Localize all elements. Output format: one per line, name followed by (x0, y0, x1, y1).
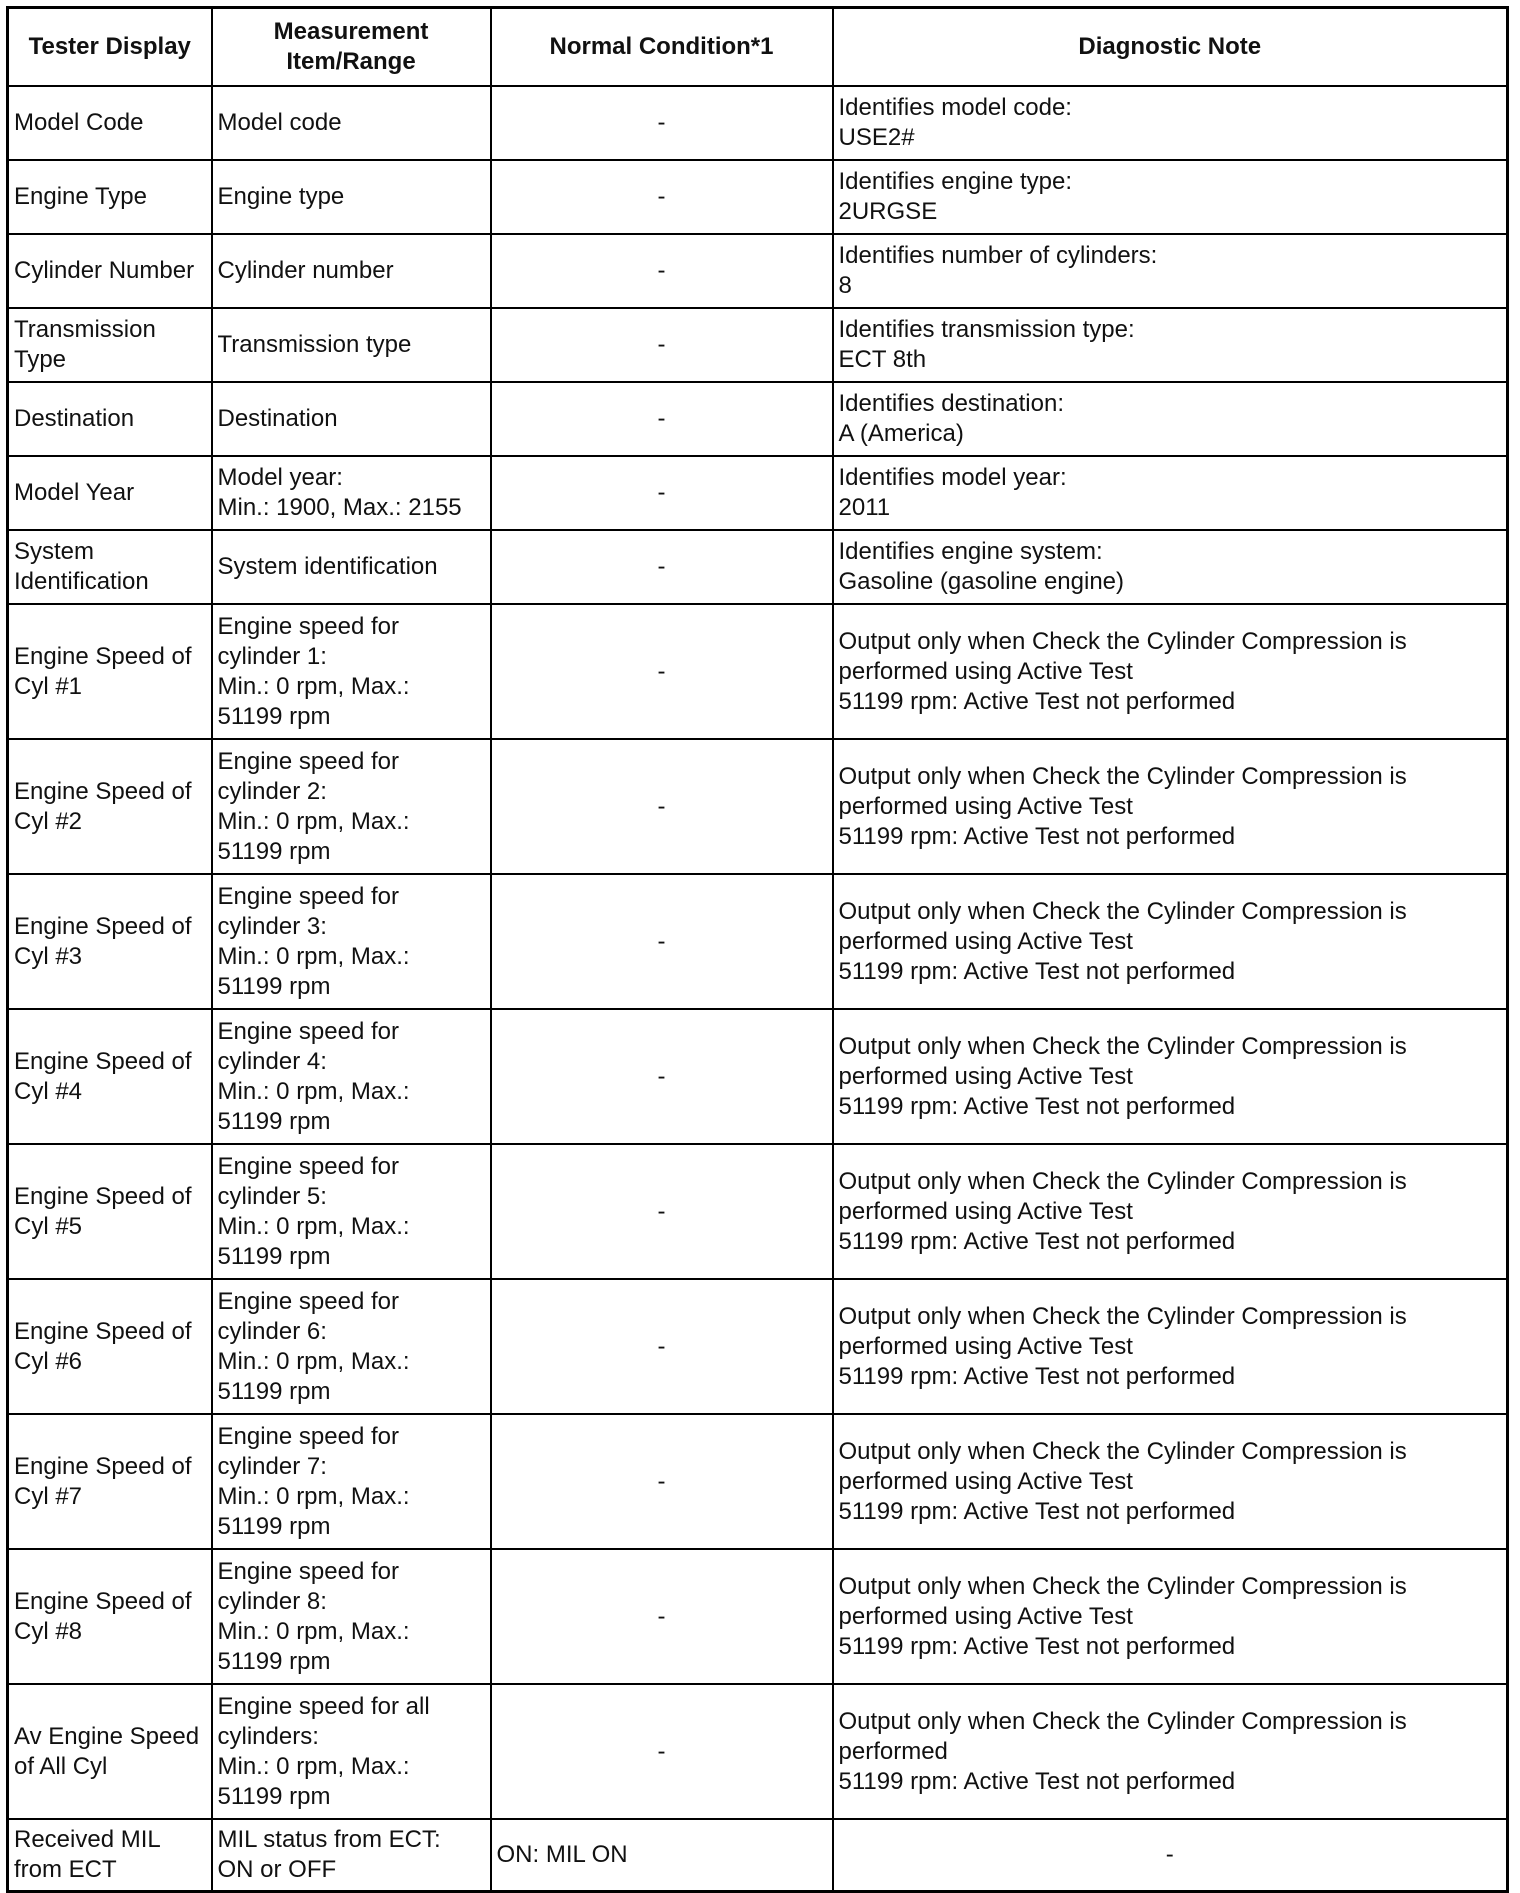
measurement-item-cell: MIL status from ECT: ON or OFF (212, 1819, 491, 1892)
normal-condition-cell: - (491, 456, 833, 530)
table-row (8, 530, 1508, 604)
normal-condition-cell: - (491, 1684, 833, 1819)
table-row (8, 382, 1508, 456)
measurement-item-cell: Engine speed for cylinder 1: Min.: 0 rpm, Max.: 51199 rpm (212, 604, 491, 739)
tester-display-cell: Received MIL from ECT (8, 1819, 212, 1892)
diagnostic-note-cell: Output only when Check the Cylinder Compression is performed using Active Test 51199 rpm: Active Test not performed (833, 874, 1508, 1009)
normal-condition-cell: - (491, 86, 833, 160)
table-row (8, 1819, 1508, 1892)
table-row (8, 86, 1508, 160)
diagnostic-note-cell: Identifies model year: 2011 (833, 456, 1508, 530)
normal-condition-cell: - (491, 234, 833, 308)
measurement-item-cell: Engine speed for cylinder 6: Min.: 0 rpm, Max.: 51199 rpm (212, 1279, 491, 1414)
tester-display-cell: Transmission Type (8, 308, 212, 382)
tester-display-cell: Model Code (8, 86, 212, 160)
diagnostic-note-cell: Identifies transmission type: ECT 8th (833, 308, 1508, 382)
tester-display-cell: Engine Speed of Cyl #4 (8, 1009, 212, 1144)
measurement-item-cell: Engine speed for cylinder 5: Min.: 0 rpm, Max.: 51199 rpm (212, 1144, 491, 1279)
tester-display-cell: Engine Speed of Cyl #8 (8, 1549, 212, 1684)
header-diagnostic-note: Diagnostic Note (833, 8, 1508, 87)
table-row (8, 456, 1508, 530)
normal-condition-cell: - (491, 1549, 833, 1684)
measurement-item-cell: Engine speed for cylinder 2: Min.: 0 rpm, Max.: 51199 rpm (212, 739, 491, 874)
tester-display-cell: Engine Speed of Cyl #1 (8, 604, 212, 739)
table-row (8, 1279, 1508, 1414)
tester-display-cell: Cylinder Number (8, 234, 212, 308)
diagnostic-note-cell: Output only when Check the Cylinder Compression is performed using Active Test 51199 rpm: Active Test not performed (833, 1009, 1508, 1144)
measurement-item-cell: Engine type (212, 160, 491, 234)
normal-condition-cell: - (491, 874, 833, 1009)
measurement-item-cell: Engine speed for all cylinders: Min.: 0 rpm, Max.: 51199 rpm (212, 1684, 491, 1819)
table-row (8, 604, 1508, 739)
measurement-item-cell: Destination (212, 382, 491, 456)
measurement-item-cell: Model year: Min.: 1900, Max.: 2155 (212, 456, 491, 530)
table-row (8, 874, 1508, 1009)
measurement-item-cell: Transmission type (212, 308, 491, 382)
normal-condition-cell: - (491, 1279, 833, 1414)
table-row (8, 234, 1508, 308)
diagnostic-note-cell: Output only when Check the Cylinder Compression is performed using Active Test 51199 rpm: Active Test not performed (833, 1144, 1508, 1279)
normal-condition-cell: - (491, 160, 833, 234)
table-row (8, 1009, 1508, 1144)
tester-display-cell: Engine Speed of Cyl #6 (8, 1279, 212, 1414)
table-header-row (8, 8, 1508, 87)
tester-display-cell: Engine Speed of Cyl #2 (8, 739, 212, 874)
diagnostic-note-cell: Output only when Check the Cylinder Compression is performed using Active Test 51199 rpm: Active Test not performed (833, 604, 1508, 739)
tester-display-cell: Engine Type (8, 160, 212, 234)
normal-condition-cell: - (491, 604, 833, 739)
tester-display-cell: Av Engine Speed of All Cyl (8, 1684, 212, 1819)
diagnostic-note-cell: Identifies engine type: 2URGSE (833, 160, 1508, 234)
table-row (8, 1414, 1508, 1549)
table-row (8, 1684, 1508, 1819)
measurement-item-cell: Cylinder number (212, 234, 491, 308)
diagnostic-note-cell: - (833, 1819, 1508, 1892)
normal-condition-cell: - (491, 1414, 833, 1549)
tester-display-cell: Destination (8, 382, 212, 456)
normal-condition-cell: ON: MIL ON (491, 1819, 833, 1892)
table-row (8, 1144, 1508, 1279)
measurement-item-cell: Model code (212, 86, 491, 160)
diagnostic-note-cell: Identifies engine system: Gasoline (gasoline engine) (833, 530, 1508, 604)
normal-condition-cell: - (491, 739, 833, 874)
measurement-item-cell: Engine speed for cylinder 8: Min.: 0 rpm, Max.: 51199 rpm (212, 1549, 491, 1684)
tester-display-cell: Engine Speed of Cyl #3 (8, 874, 212, 1009)
tester-display-cell: Engine Speed of Cyl #7 (8, 1414, 212, 1549)
diagnostic-note-cell: Output only when Check the Cylinder Compression is performed using Active Test 51199 rpm: Active Test not performed (833, 1549, 1508, 1684)
header-tester-display: Tester Display (8, 8, 212, 87)
tester-display-cell: Engine Speed of Cyl #5 (8, 1144, 212, 1279)
measurement-item-cell: System identification (212, 530, 491, 604)
diagnostic-note-cell: Identifies destination: A (America) (833, 382, 1508, 456)
data-list-table (6, 6, 1509, 1893)
tester-display-cell: System Identification (8, 530, 212, 604)
measurement-item-cell: Engine speed for cylinder 4: Min.: 0 rpm, Max.: 51199 rpm (212, 1009, 491, 1144)
normal-condition-cell: - (491, 1009, 833, 1144)
normal-condition-cell: - (491, 1144, 833, 1279)
measurement-item-cell: Engine speed for cylinder 7: Min.: 0 rpm, Max.: 51199 rpm (212, 1414, 491, 1549)
diagnostic-note-cell: Identifies model code: USE2# (833, 86, 1508, 160)
normal-condition-cell: - (491, 382, 833, 456)
table-row (8, 308, 1508, 382)
tester-display-cell: Model Year (8, 456, 212, 530)
diagnostic-note-cell: Output only when Check the Cylinder Compression is performed using Active Test 51199 rpm: Active Test not performed (833, 739, 1508, 874)
diagnostic-note-cell: Output only when Check the Cylinder Compression is performed using Active Test 51199 rpm: Active Test not performed (833, 1279, 1508, 1414)
diagnostic-note-cell: Output only when Check the Cylinder Compression is performed 51199 rpm: Active Test not performed (833, 1684, 1508, 1819)
data-list-table-container (6, 6, 1506, 1893)
diagnostic-note-cell: Output only when Check the Cylinder Compression is performed using Active Test 51199 rpm: Active Test not performed (833, 1414, 1508, 1549)
normal-condition-cell: - (491, 530, 833, 604)
table-row (8, 1549, 1508, 1684)
normal-condition-cell: - (491, 308, 833, 382)
table-row (8, 160, 1508, 234)
table-row (8, 739, 1508, 874)
header-measurement-item: Measurement Item/Range (212, 8, 491, 87)
header-normal-condition: Normal Condition*1 (491, 8, 833, 87)
measurement-item-cell: Engine speed for cylinder 3: Min.: 0 rpm, Max.: 51199 rpm (212, 874, 491, 1009)
diagnostic-note-cell: Identifies number of cylinders: 8 (833, 234, 1508, 308)
